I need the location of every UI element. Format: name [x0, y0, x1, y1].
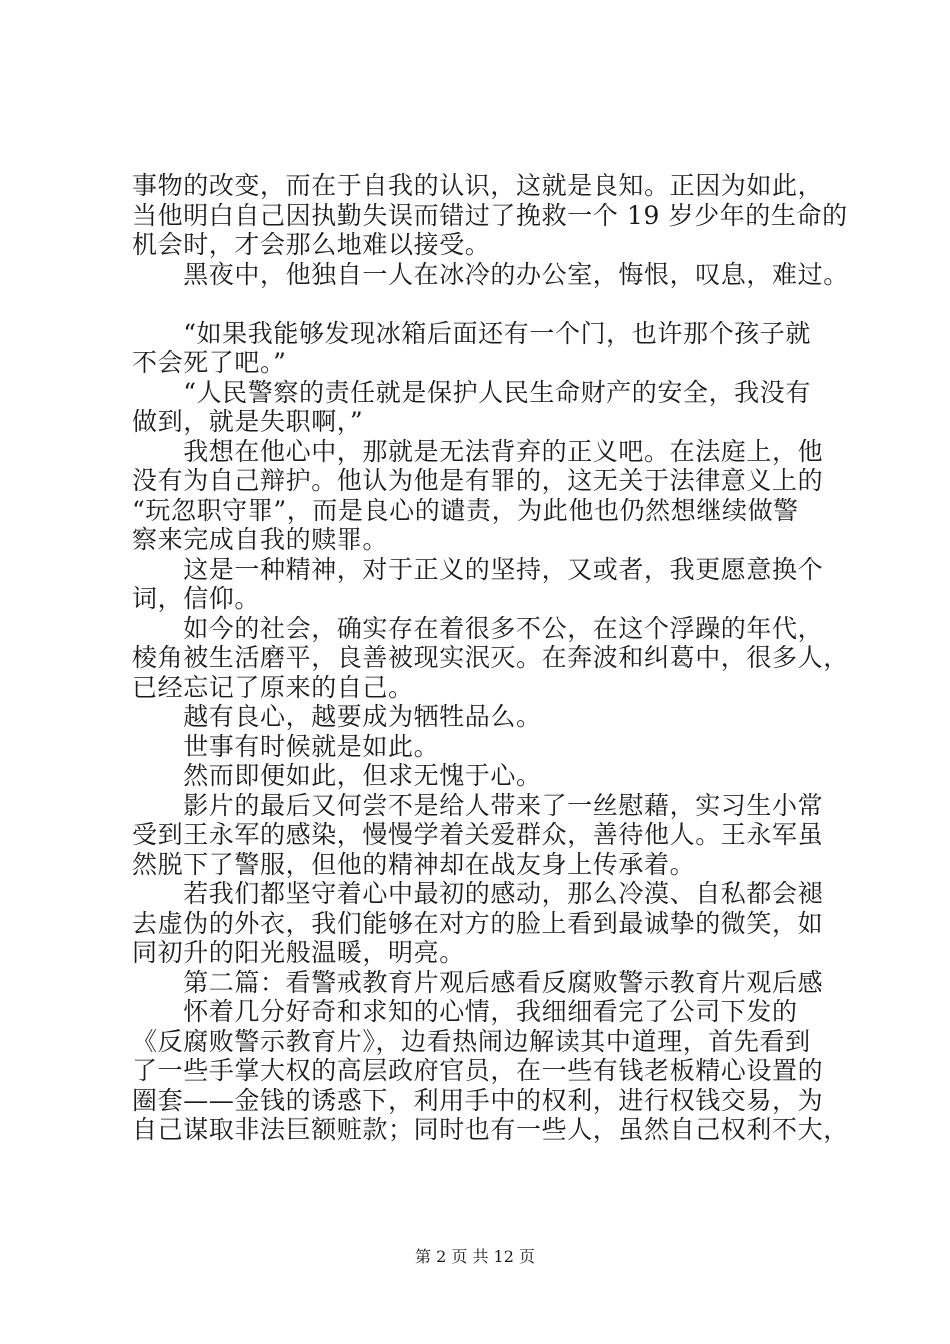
text-line: 棱角被生活磨平，良善被现实泯灭。在奔波和纠葛中，很多人，	[132, 643, 849, 672]
document-body	[132, 171, 849, 1145]
text-line: 世事有时候就是如此。	[132, 731, 440, 761]
text-line: 越有良心，越要成为牺牲品么。	[132, 702, 542, 731]
text-line: 影片的最后又何尝不是给人带来了一丝慰藉，实习生小常	[132, 790, 824, 820]
text-line: 了一些手掌大权的高层政府官员，在一些有钱老板精心设置的	[132, 1056, 824, 1085]
section-heading: 第二篇：看警戒教育片观后感看反腐败警示教育片观后感	[132, 967, 824, 997]
text-line: 已经忘记了原来的自己。	[132, 672, 414, 702]
text-line: 然而即便如此，但求无愧于心。	[132, 761, 542, 790]
text-line: 若我们都坚守着心中最初的感动，那么冷漠、自私都会褪	[132, 879, 824, 908]
text-line: “人民警察的责任就是保护人民生命财产的安全，我没有	[132, 377, 811, 407]
text-line: 受到王永军的感染，慢慢学着关爱群众，善待他人。王永军虽	[132, 820, 824, 849]
text-line: 当他明白自己因执勤失误而错过了挽救一个 19 岁少年的生命的	[132, 200, 848, 230]
text-line: 同初升的阳光般温暖，明亮。	[132, 938, 465, 967]
text-line: 词，信仰。	[132, 584, 261, 613]
text-line: 如今的社会，确实存在着很多不公，在这个浮躁的年代，	[132, 613, 824, 643]
text-line: “如果我能够发现冰箱后面还有一个门，也许那个孩子就	[132, 318, 811, 348]
text-line: 自己谋取非法巨额赃款；同时也有一些人，虽然自己权利不大，	[132, 1115, 849, 1144]
text-line: 《反腐败警示教育片》，边看热闹边解读其中道理，首先看到	[132, 1026, 811, 1056]
text-line: 机会时，才会那么地难以接受。	[132, 230, 491, 259]
text-line: 不会死了吧。”	[132, 348, 287, 377]
text-line: 然脱下了警服，但他的精神却在战友身上传承着。	[132, 849, 696, 879]
text-line: 这是一种精神，对于正义的坚持，又或者，我更愿意换个	[132, 554, 824, 584]
text-line: 怀着几分好奇和求知的心情，我细细看完了公司下发的	[132, 997, 798, 1026]
text-line: 圈套——金钱的诱惑下，利用手中的权利，进行权钱交易，为	[132, 1085, 824, 1115]
text-line: 察来完成自我的赎罪。	[132, 525, 389, 554]
page-number-footer: 第 2 页 共 12 页	[415, 1247, 535, 1266]
text-line: 我想在他心中，那就是无法背弃的正义吧。在法庭上，他	[132, 436, 824, 466]
text-line: 做到，就是失职啊，”	[132, 407, 364, 436]
text-line: 黑夜中，他独自一人在冰冷的办公室，悔恨，叹息，难过。	[132, 259, 849, 289]
text-line: “玩忽职守罪”，而是良心的谴责，为此他也仍然想继续做警	[132, 495, 799, 525]
text-line: 去虚伪的外衣，我们能够在对方的脸上看到最诚挚的微笑，如	[132, 908, 824, 938]
blank-line	[132, 289, 832, 319]
text-line: 没有为自己辩护。他认为他是有罪的，这无关于法律意义上的	[132, 466, 824, 495]
text-line: 事物的改变，而在于自我的认识，这就是良知。正因为如此，	[132, 171, 824, 200]
